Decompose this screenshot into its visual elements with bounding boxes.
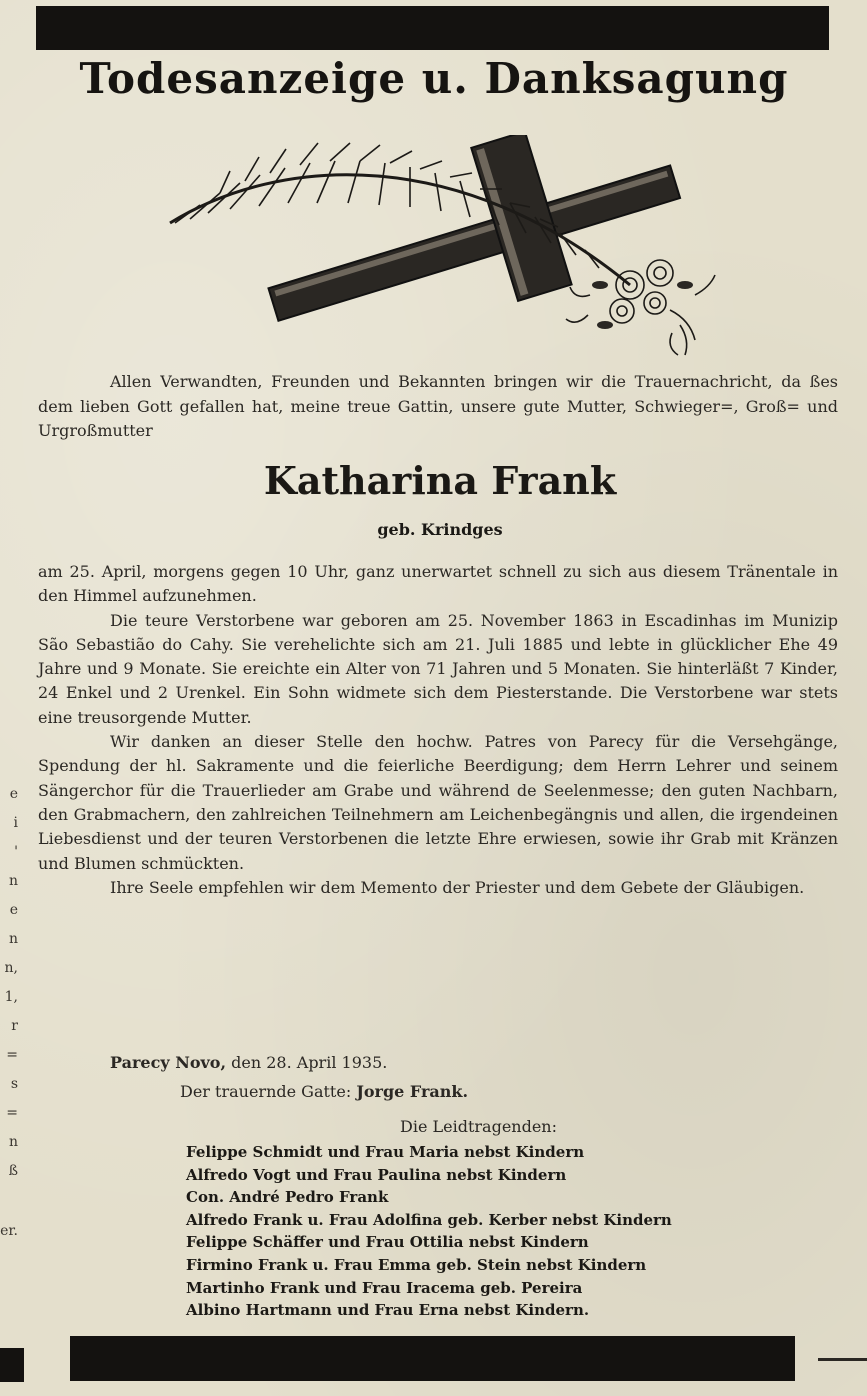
margin-fragment: e bbox=[9, 786, 18, 802]
mourner-entry: Albino Hartmann und Frau Erna nebst Kindern. bbox=[186, 1301, 590, 1320]
margin-fragment: s bbox=[10, 1076, 18, 1092]
mourner-entry: Alfredo Frank u. Frau Adolfina geb. Kerber nebst Kindern bbox=[186, 1210, 672, 1229]
bottom-left-rule-fragment bbox=[0, 1348, 24, 1382]
margin-fragment: n bbox=[8, 1134, 18, 1150]
notice-date: den 28. April 1935. bbox=[231, 1053, 388, 1072]
mourner-entry: Firmino Frank u. Frau Emma geb. Stein nebst Kindern bbox=[186, 1255, 647, 1274]
margin-fragment: ' bbox=[14, 844, 18, 860]
body-paragraph-4: Ihre Seele empfehlen wir dem Memento der Priester und dem Gebete der Gläubigen. bbox=[110, 877, 805, 897]
margin-fragment: i bbox=[13, 815, 18, 831]
margin-fragment: n bbox=[8, 931, 18, 947]
mourner-entry: Alfredo Vogt und Frau Paulina nebst Kindern bbox=[186, 1165, 567, 1184]
margin-fragment: = bbox=[6, 1047, 18, 1063]
bottom-black-rule bbox=[70, 1336, 795, 1381]
place-name: Parecy Novo, bbox=[110, 1053, 227, 1072]
intro-paragraph bbox=[38, 370, 838, 444]
notice-title: Todesanzeige u. Danksagung bbox=[79, 54, 789, 103]
margin-fragment: n bbox=[8, 873, 18, 889]
top-black-rule bbox=[36, 6, 829, 50]
husband-line bbox=[180, 1082, 468, 1101]
mourners-list bbox=[186, 1141, 672, 1322]
mourner-entry: Con. André Pedro Frank bbox=[186, 1188, 389, 1207]
body-paragraph-3: Wir danken an dieser Stelle den hochw. Patres von Parecy für die Versehgänge, Spendung der hl. Sakramente und die feierliche Beerdigung; dem Herrn Lehrer und seinem Sängerchor für die Trauerlieder am Grabe und während de Seelenmesse; den guten Nachbarn, den Grabmachern, den zahlreichen Teilnehmern am Leichenbegängnis und allen, die irgendeinen Liebesdienst und der teuren Verstorbenen die letzte Ehre erwiesen, sowie ihr Grab mit Kränzen und Blumen schmückten. bbox=[38, 732, 838, 873]
body-paragraph-1: am 25. April, morgens gegen 10 Uhr, ganz unerwartet schnell zu sich aus diesem Tränentale in den Himmel aufzunehmen. bbox=[38, 562, 838, 606]
margin-fragment: = bbox=[6, 1105, 18, 1121]
husband-name: Jorge Frank. bbox=[356, 1082, 469, 1101]
adjacent-column-fragments bbox=[0, 780, 22, 1246]
place-date-line bbox=[110, 1053, 387, 1072]
bottom-right-rule-fragment bbox=[818, 1358, 867, 1361]
cross-with-palm-frond-and-roses-icon bbox=[160, 135, 730, 365]
mourners-heading: Die Leidtragenden: bbox=[400, 1117, 557, 1136]
notice-body bbox=[38, 560, 838, 900]
margin-fragment: 1, bbox=[4, 989, 18, 1005]
husband-label: Der trauernde Gatte: bbox=[180, 1082, 352, 1101]
deceased-born-name: geb. Krindges bbox=[377, 520, 503, 539]
margin-fragment: n, bbox=[4, 960, 18, 976]
margin-fragment: er. bbox=[0, 1223, 18, 1239]
mourner-entry: Martinho Frank und Frau Iracema geb. Pereira bbox=[186, 1278, 583, 1297]
margin-fragment: e bbox=[9, 902, 18, 918]
mourner-entry: Felippe Schmidt und Frau Maria nebst Kindern bbox=[186, 1143, 585, 1161]
body-paragraph-2: Die teure Verstorbene war geboren am 25. November 1863 in Escadinhas im Munizip São Sebastião do Cahy. Sie verehelichte sich am 21. Juli 1885 und lebte in glücklicher Ehe 49 Jahre und 9 Monate. Sie ereichte ein Alter von 71 Jahren und 5 Monaten. Sie hinterläßt 7 Kinder, 24 Enkel und 2 Urenkel. Ein Sohn widmete sich dem Piesterstande. Die Verstorbene war stets eine treusorgende Mutter. bbox=[38, 610, 838, 727]
mourner-entry: Felippe Schäffer und Frau Ottilia nebst Kindern bbox=[186, 1233, 589, 1252]
margin-fragment: r bbox=[11, 1018, 18, 1034]
intro-text: Allen Verwandten, Freunden und Bekannten bringen wir die Trauernachricht, da ßes dem lieben Gott gefallen hat, meine treue Gattin, unsere gute Mutter, Schwieger=, Groß= und Urgroßmutter bbox=[38, 372, 838, 440]
deceased-name: Katharina Frank bbox=[263, 458, 617, 503]
margin-fragment: ß bbox=[8, 1163, 18, 1179]
